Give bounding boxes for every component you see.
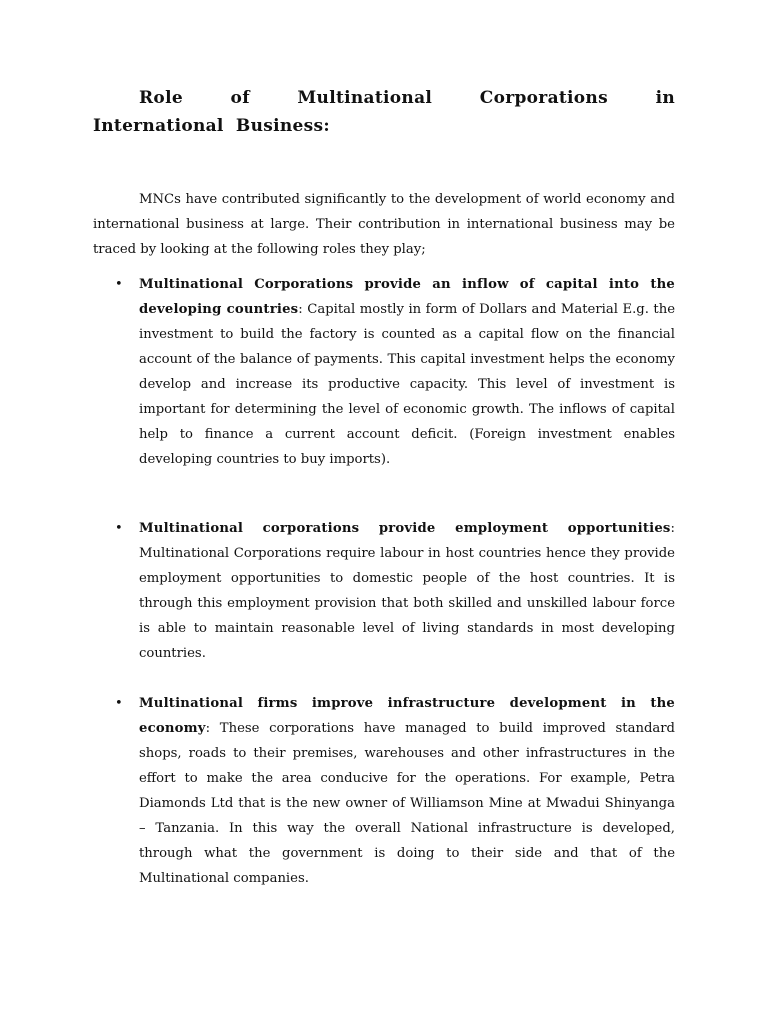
bullet-icon: • bbox=[115, 521, 123, 536]
list-item-separator: : bbox=[298, 302, 308, 317]
bullet-icon: • bbox=[115, 696, 123, 711]
list-item-heading: Multinational corporations provide employment opportunities bbox=[139, 521, 671, 536]
list-item bbox=[115, 516, 675, 666]
list-item-body: Capital mostly in form of Dollars and Material E.g. the investment to build the factory is counted as a capital flow on the financial account of the balance of payments. This capital investment helps the economy develop and increase its productive capacity. This level of investment is important for determining the level of economic growth. The inflows of capital help to finance a current account deficit. (Foreign investment enables developing countries to buy imports). bbox=[139, 302, 676, 467]
list-item bbox=[115, 272, 676, 472]
intro-paragraph: MNCs have contributed significantly to the development of world economy and international business at large. Their contribution in international business may be traced by looking at the following roles they play; bbox=[93, 192, 675, 257]
list-item-body: Multinational Corporations require labour in host countries hence they provide employment opportunities to domestic people of the host countries. It is through this employment provision that both skilled and unskilled labour force is able to maintain reasonable level of living standards in most developing countries. bbox=[139, 546, 675, 661]
list-item bbox=[115, 691, 675, 891]
list-item-separator: : bbox=[205, 721, 220, 736]
list-item-heading: Multinational Corporations provide an inflow of capital into the developing countries bbox=[139, 277, 675, 317]
list-item-heading: Multinational firms improve infrastructure development in the economy bbox=[139, 696, 675, 736]
list-item-separator: : bbox=[670, 521, 675, 536]
document-title: Role of Multinational Corporations in International Business: bbox=[93, 88, 675, 136]
bullet-icon: • bbox=[115, 277, 123, 292]
list-item-body: These corporations have managed to build improved standard shops, roads to their premises, warehouses and other infrastructures in the effort to make the area conducive for the operations. For example, Petra Diamonds Ltd that is the new owner of Williamson Mine at Mwadui Shinyanga – Tanzania. In this way the overall National infrastructure is developed, through what the government is doing to their side and that of the Multinational companies. bbox=[139, 721, 675, 886]
